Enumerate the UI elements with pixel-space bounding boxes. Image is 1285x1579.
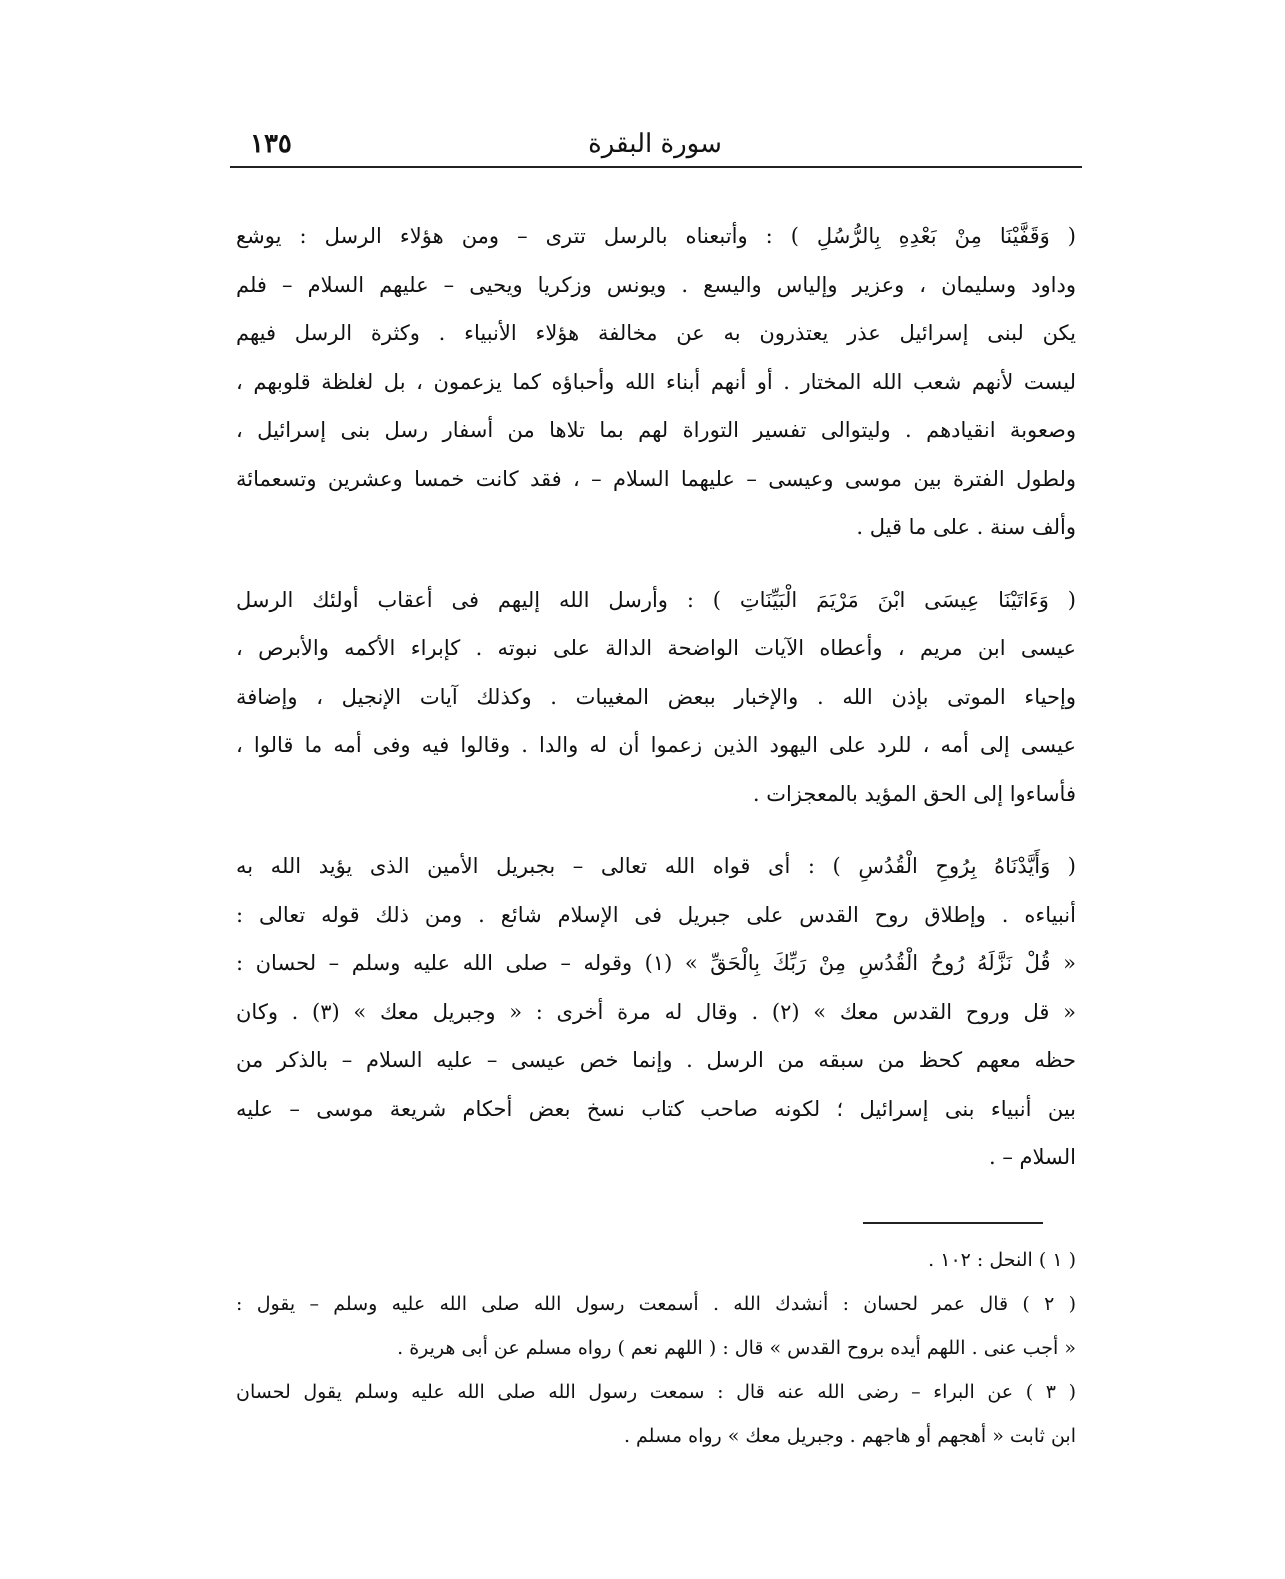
text-line: ( وَقَفَّيْنَا مِنْ بَعْدِهِ بِالرُّسُلِ ) : وأتبعناه بالرسل تترى – ومن هؤلاء الرسل : يوشع	[236, 224, 1076, 248]
text-line: وإحياء الموتى بإذن الله . والإخبار ببعض المغيبات . وكذلك آيات الإنجيل ، وإضافة	[236, 684, 1076, 709]
text-line: « قل وروح القدس معك » (٢) . وقال له مرة أخرى : « وجبريل معك » (٣) . وكان	[236, 999, 1076, 1024]
text-line: ( وَأَيَّدْنَاهُ بِرُوحِ الْقُدُسِ ) : أى قواه الله تعالى – بجبريل الأمين الذى يؤيد الله به	[236, 854, 1076, 878]
footnote-rule	[863, 1222, 1043, 1224]
footnote-line: ابن ثابت « أهجهم أو هاجهم . وجبريل معك » رواه مسلم .	[623, 1425, 1076, 1447]
text-line: ولطول الفترة بين موسى وعيسى – عليهما السلام – ، فقد كانت خمسا وعشرين وتسعمائة	[236, 466, 1076, 491]
footnote-line: ( ٢ ) قال عمر لحسان : أنشدك الله . أسمعت رسول الله صلى الله عليه وسلم – يقول :	[236, 1293, 1076, 1315]
text-line: أنبياءه . وإطلاق روح القدس على جبريل فى الإسلام شائع . ومن ذلك قوله تعالى :	[236, 902, 1076, 927]
footnote-1	[236, 1238, 1076, 1282]
text-line: وصعوبة انقيادهم . وليتوالى تفسير التوراة لهم بما تلاها من أسفار رسل بنى إسرائيل ،	[236, 418, 1076, 442]
footnote-line: ( ١ ) النحل : ١٠٢ .	[928, 1249, 1076, 1271]
page-number: ١٣٥	[250, 129, 292, 159]
text-line: وداود وسليمان ، وعزير وإلياس واليسع . ويونس وزكريا ويحيى – عليهم السلام – فلم	[236, 272, 1076, 297]
page-header	[230, 125, 1080, 169]
footnote-line: ( ٣ ) عن البراء – رضى الله عنه قال : سمعت رسول الله صلى الله عليه وسلم يقول لحسان	[236, 1381, 1076, 1403]
paragraph-2	[236, 576, 1076, 819]
text-line: السلام – .	[988, 1145, 1076, 1169]
text-line: وألف سنة . على ما قيل .	[856, 515, 1076, 539]
text-line: حظه معهم كحظ من سبقه من الرسل . وإنما خص عيسى – عليه السلام – بالذكر من	[236, 1048, 1076, 1072]
paragraph-3	[236, 842, 1076, 1182]
footnote-3	[236, 1370, 1076, 1458]
paragraph-1	[236, 212, 1076, 552]
text-line: عيسى إلى أمه ، للرد على اليهود الذين زعموا أن له والدا . وقالوا فيه وفى أمه ما قالوا ،	[236, 733, 1076, 757]
text-line: ليست لأنهم شعب الله المختار . أو أنهم أبناء الله وأحباؤه كما يزعمون ، بل لغلظة قلوبهم ،	[236, 369, 1076, 394]
text-line: بين أنبياء بنى إسرائيل ؛ لكونه صاحب كتاب نسخ بعض أحكام شريعة موسى – عليه	[236, 1096, 1076, 1121]
text-line: ( وَءَاتَيْنَا عِيسَى ابْنَ مَرْيَمَ الْبَيِّنَاتِ ) : وأرسل الله إليهم فى أعقاب أولئك الرسل	[236, 587, 1076, 612]
commentary-body	[236, 212, 1076, 1182]
text-line: يكن لبنى إسرائيل عذر يعتذرون به عن مخالفة هؤلاء الأنبياء . وكثرة الرسل فيهم	[236, 321, 1076, 345]
text-line: « قُلْ نَزَّلَهُ رُوحُ الْقُدُسِ مِنْ رَبِّكَ بِالْحَقِّ » (١) وقوله – صلى الله عليه وسلم – لحسان :	[236, 951, 1076, 975]
surah-title: سورة البقرة	[588, 129, 722, 159]
footnotes	[236, 1238, 1076, 1458]
footnote-line: « أجب عنى . اللهم أيده بروح القدس » قال : ( اللهم نعم ) رواه مسلم عن أبى هريرة .	[397, 1337, 1076, 1359]
text-line: عيسى ابن مريم ، وأعطاه الآيات الواضحة الدالة على نبوته . كإبراء الأكمه والأبرص ،	[236, 636, 1076, 660]
header-rule	[230, 166, 1082, 168]
text-line: فأساءوا إلى الحق المؤيد بالمعجزات .	[752, 781, 1076, 806]
footnote-2	[236, 1282, 1076, 1370]
